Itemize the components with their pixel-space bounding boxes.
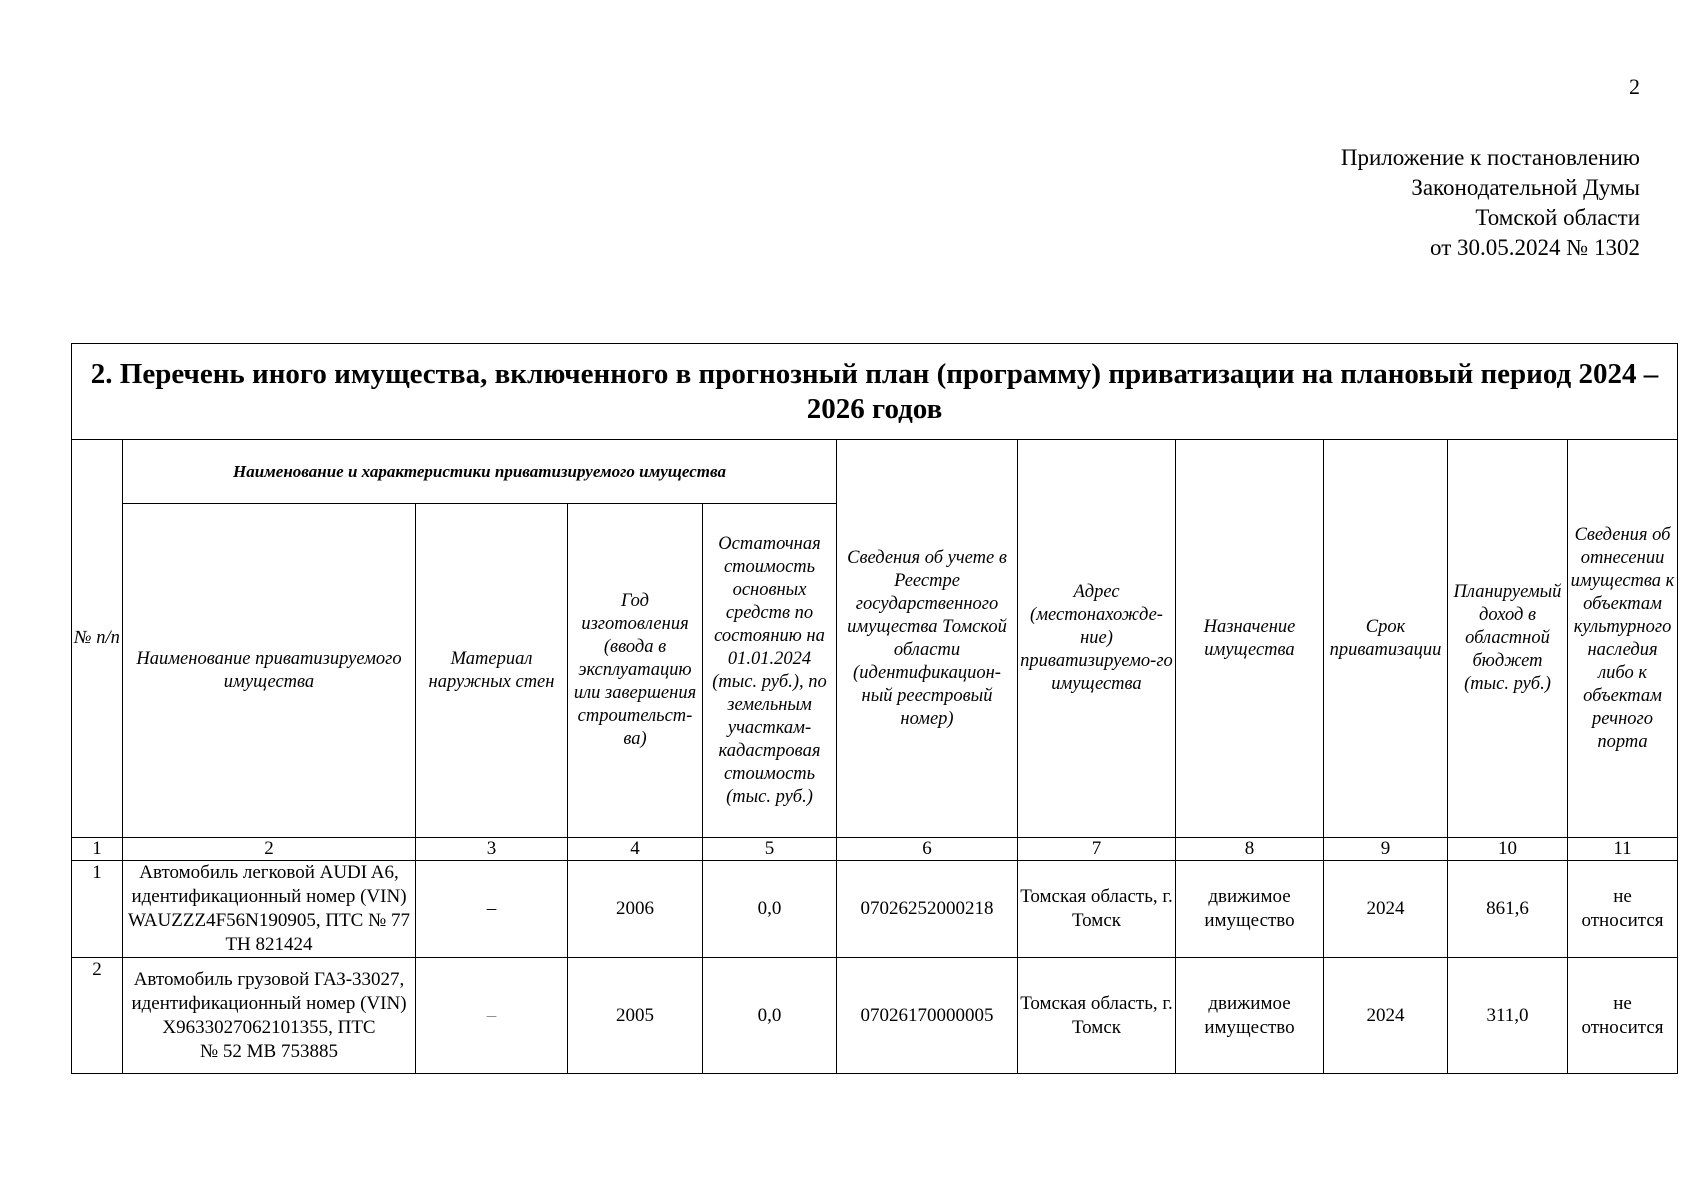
- row-number: 2: [72, 958, 123, 1074]
- header-name: Наименование приватизируемого имущества: [123, 504, 416, 838]
- row-cost: 0,0: [703, 861, 837, 958]
- header-registry: Сведения об учете в Реестре государственного имущества Томской области (идентификацион-ный реестровый номер): [837, 440, 1018, 838]
- row-address: Томская область, г. Томск: [1018, 861, 1176, 958]
- appendix-line: Приложение к постановлению: [1340, 145, 1640, 170]
- header-address: Адрес (местонахожде-ние) приватизируемо-го имущества: [1018, 440, 1176, 838]
- privatization-table: [71, 343, 1678, 1074]
- table-title: 2. Перечень иного имущества, включенного в прогнозный план (программу) приватизации на плановый период 2024 – 2026 годов: [72, 344, 1678, 440]
- row-name: [123, 958, 416, 1074]
- row-income: 861,6: [1448, 861, 1568, 958]
- table-row: [72, 958, 1678, 1074]
- column-number: 11: [1568, 838, 1678, 861]
- appendix-block: [1341, 143, 1640, 263]
- appendix-date-line: от 30.05.2024 № 1302: [1430, 235, 1640, 260]
- row-address: Томская область, г. Томск: [1018, 958, 1176, 1074]
- row-material: –: [416, 861, 568, 958]
- row-registry: 07026170000005: [837, 958, 1018, 1074]
- row-year: 2006: [568, 861, 703, 958]
- group-header: Наименование и характеристики приватизируемого имущества: [123, 440, 837, 504]
- row-term: 2024: [1324, 861, 1448, 958]
- row-registry: 07026252000218: [837, 861, 1018, 958]
- row-income: 311,0: [1448, 958, 1568, 1074]
- header-term: Срок приватизации: [1324, 440, 1448, 838]
- page-number: 2: [1629, 74, 1640, 99]
- row-cost: 0,0: [703, 958, 837, 1074]
- row-purpose: движимое имущество: [1176, 958, 1324, 1074]
- header-cost: Остаточная стоимость основных средств по состоянию на 01.01.2024 (тыс. руб.), по земельным участкам-кадастровая стоимость (тыс. руб.): [703, 504, 837, 838]
- appendix-line: Томской области: [1475, 205, 1640, 230]
- column-number: 5: [703, 838, 837, 861]
- row-heritage: не относится: [1568, 861, 1678, 958]
- column-number: 2: [123, 838, 416, 861]
- row-name: Автомобиль легковой AUDI A6, идентификационный номер (VIN) WAUZZZ4F56N190905, ПТС № 77 ТН 821424: [123, 861, 416, 958]
- column-number: 7: [1018, 838, 1176, 861]
- column-number: 4: [568, 838, 703, 861]
- column-number-row: [72, 838, 1678, 861]
- column-number: 6: [837, 838, 1018, 861]
- column-number: 8: [1176, 838, 1324, 861]
- column-number: 1: [72, 838, 123, 861]
- table-row: [72, 861, 1678, 958]
- column-number: 3: [416, 838, 568, 861]
- column-number: 10: [1448, 838, 1568, 861]
- header-num: № п/п: [72, 440, 123, 838]
- header-income: Планируемый доход в областной бюджет (тыс. руб.): [1448, 440, 1568, 838]
- row-material: –: [416, 958, 568, 1074]
- row-purpose: движимое имущество: [1176, 861, 1324, 958]
- row-number: 1: [72, 861, 123, 958]
- row-heritage: не относится: [1568, 958, 1678, 1074]
- row-term: 2024: [1324, 958, 1448, 1074]
- column-number: 9: [1324, 838, 1448, 861]
- header-purpose: Назначение имущества: [1176, 440, 1324, 838]
- appendix-line: Законодательной Думы: [1411, 175, 1640, 200]
- header-material: Материал наружных стен: [416, 504, 568, 838]
- header-heritage: Сведения об отнесении имущества к объектам культурного наследия либо к объектам речного порта: [1568, 440, 1678, 838]
- row-name-line: Автомобиль грузовой ГАЗ-33027, идентификационный номер (VIN) Х9633027062101355, ПТС: [131, 968, 407, 1038]
- header-year: Год изготовления (ввода в эксплуатацию или завершения строительст-ва): [568, 504, 703, 838]
- row-name-line: № 52 МВ 753885: [200, 1040, 338, 1062]
- row-year: 2005: [568, 958, 703, 1074]
